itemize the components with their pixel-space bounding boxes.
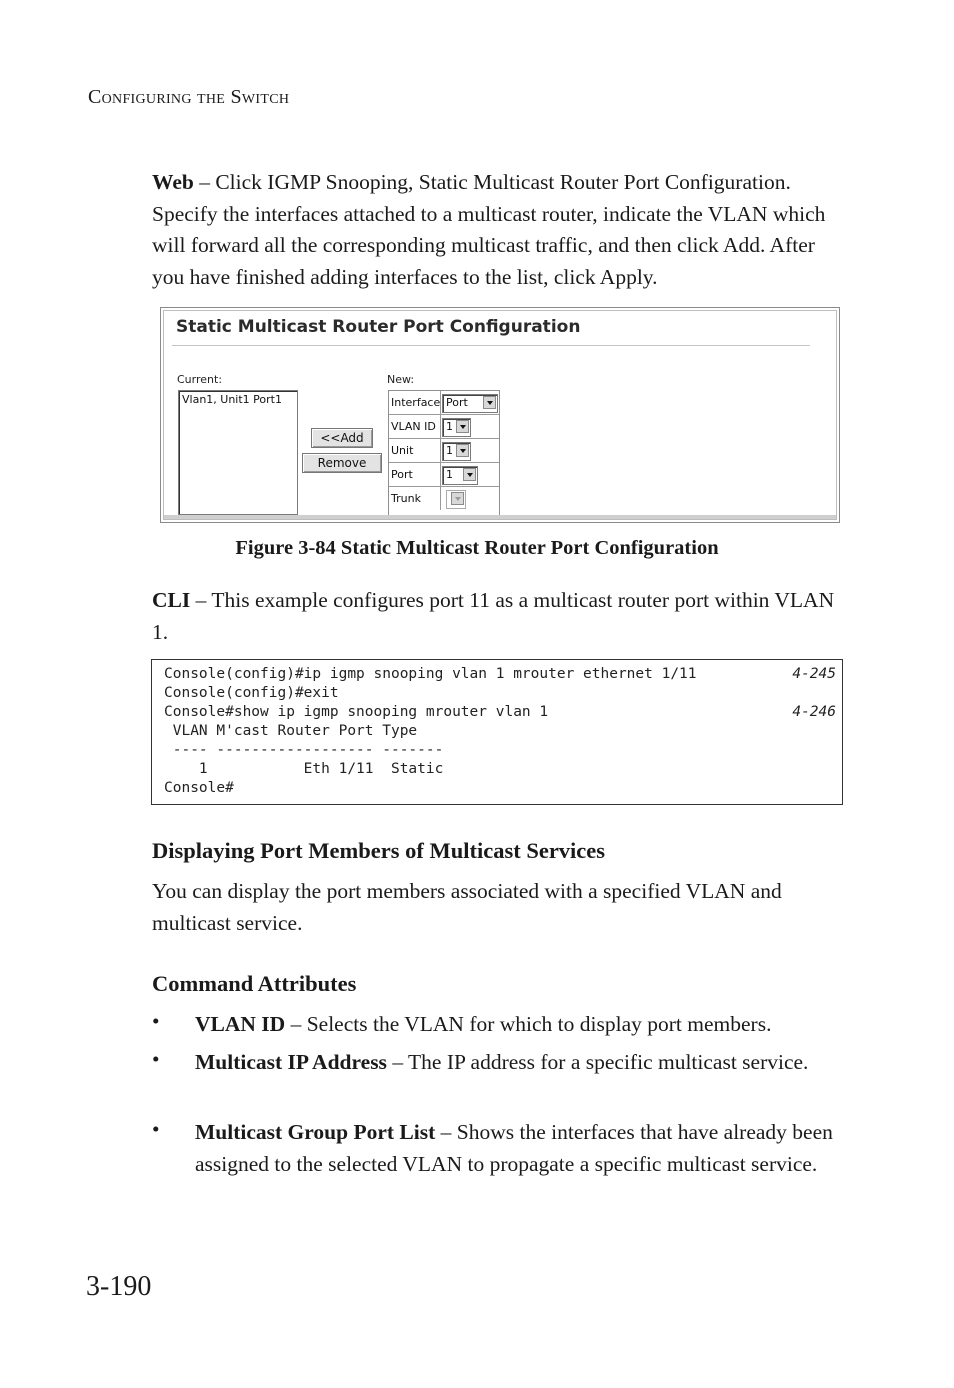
figure-caption: Figure 3-84 Static Multicast Router Port Configuration bbox=[235, 537, 719, 559]
attribute-item bbox=[195, 1009, 855, 1041]
unit-row bbox=[389, 439, 499, 463]
section-heading: Displaying Port Members of Multicast Services bbox=[152, 838, 606, 863]
web-lead: Web bbox=[152, 170, 194, 194]
unit-select[interactable]: 1 bbox=[442, 442, 471, 461]
remove-button[interactable]: Remove bbox=[302, 453, 382, 473]
web-text: – Click IGMP Snooping, Static Multicast Router Port Configuration. Specify the interfaces attached to a multicast router, indicate the VLAN which will forward all the corresponding multicast traffic, and then click Add. After you have finished adding interfaces to the list, click Apply. bbox=[152, 170, 826, 289]
list-item[interactable]: Vlan1, Unit1 Port1 bbox=[182, 393, 282, 406]
figure-title: Static Multicast Router Port Configuration bbox=[176, 317, 581, 337]
attribute-desc: – Selects the VLAN for which to display port members. bbox=[285, 1012, 772, 1036]
current-listbox[interactable] bbox=[178, 390, 298, 515]
chevron-down-icon[interactable] bbox=[483, 396, 496, 409]
port-row bbox=[389, 463, 499, 487]
figure-bottom-bar bbox=[164, 515, 836, 519]
vlan-id-row bbox=[389, 415, 499, 439]
code-block bbox=[151, 659, 843, 805]
figure-frame bbox=[163, 310, 837, 520]
attribute-term: Multicast Group Port List bbox=[195, 1120, 436, 1144]
vlan-id-label: VLAN ID bbox=[391, 420, 436, 433]
interface-row bbox=[389, 391, 499, 415]
interface-select[interactable]: Port bbox=[442, 394, 498, 413]
cli-lead: CLI bbox=[152, 588, 191, 612]
chevron-down-icon[interactable] bbox=[463, 468, 476, 481]
new-entry-grid bbox=[388, 390, 500, 516]
chevron-down-icon[interactable] bbox=[451, 492, 464, 505]
chevron-down-icon[interactable] bbox=[456, 420, 469, 433]
code-line: Console#show ip igmp snooping mrouter vlan 1 bbox=[164, 704, 549, 720]
running-head: Configuring the Switch bbox=[88, 86, 290, 108]
attribute-desc: – The IP address for a specific multicast service. bbox=[386, 1050, 809, 1074]
interface-label: Interface bbox=[391, 396, 441, 409]
attribute-item bbox=[195, 1117, 855, 1180]
unit-label: Unit bbox=[391, 444, 414, 457]
cli-text: – This example configures port 11 as a multicast router port within VLAN 1. bbox=[152, 588, 835, 644]
code-reference: 4-246 bbox=[792, 704, 836, 720]
code-line: Console(config)#exit bbox=[164, 685, 339, 701]
bullet-icon: • bbox=[152, 1009, 160, 1033]
attributes-heading: Command Attributes bbox=[152, 971, 357, 996]
code-line: ---- ------------------ ------- bbox=[164, 742, 444, 758]
new-label: New: bbox=[387, 373, 415, 386]
code-line: Console(config)#ip igmp snooping vlan 1 mrouter ethernet 1/11 bbox=[164, 666, 697, 682]
figure-screenshot bbox=[160, 307, 840, 523]
current-label: Current: bbox=[177, 373, 223, 386]
attribute-term: VLAN ID bbox=[195, 1012, 286, 1036]
code-line: 1 Eth 1/11 Static bbox=[164, 761, 444, 777]
chevron-down-icon[interactable] bbox=[456, 444, 469, 457]
trunk-label: Trunk bbox=[391, 492, 421, 505]
code-reference: 4-245 bbox=[792, 666, 836, 682]
page-number: 3-190 bbox=[86, 1271, 152, 1302]
attribute-term: Multicast IP Address bbox=[195, 1050, 387, 1074]
attribute-desc: – Shows the interfaces that have already been assigned to the selected VLAN to propagate a specific multicast service. bbox=[195, 1120, 833, 1176]
attribute-item bbox=[195, 1047, 855, 1079]
port-select[interactable]: 1 bbox=[442, 466, 478, 485]
web-instructions bbox=[152, 167, 852, 293]
code-line: VLAN M'cast Router Port Type bbox=[164, 723, 418, 739]
section-paragraph: You can display the port members associated with a specified VLAN and multicast service. bbox=[152, 879, 782, 935]
bullet-icon: • bbox=[152, 1047, 160, 1071]
code-line: Console# bbox=[164, 780, 234, 796]
vlan-id-select[interactable]: 1 bbox=[442, 418, 471, 437]
cli-intro bbox=[152, 585, 852, 648]
bullet-icon: • bbox=[152, 1117, 160, 1141]
title-divider bbox=[172, 345, 810, 346]
trunk-row bbox=[389, 487, 499, 511]
port-label: Port bbox=[391, 468, 413, 481]
trunk-select[interactable] bbox=[446, 490, 466, 509]
add-button[interactable]: <<Add bbox=[311, 428, 373, 448]
